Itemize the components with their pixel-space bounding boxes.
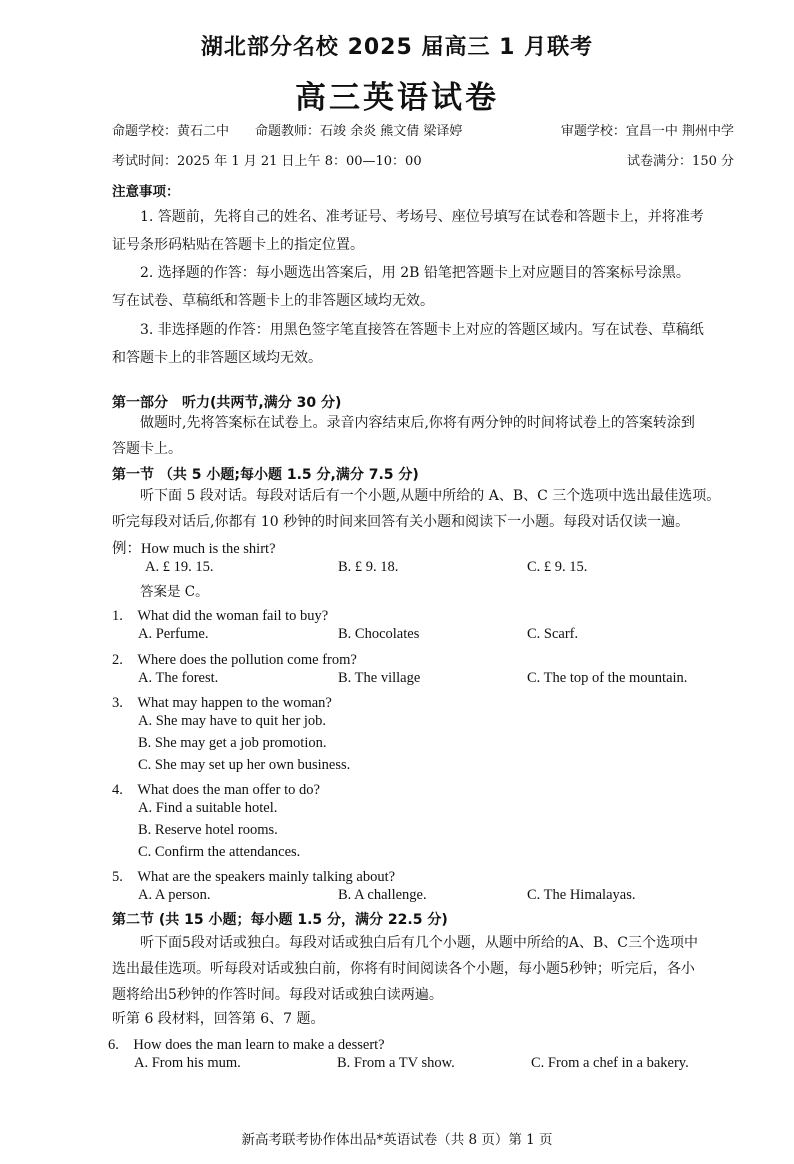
part1-intro: 做题时,先将答案标在试卷上。录音内容结束后,你将有两分钟的时间将试卷上的答案转涂到 bbox=[140, 415, 695, 431]
section2-instructions-cont: 选出最佳选项。听每段对话或独白前，你将有时间阅读各个小题，每小题5秒钟；听完后，各小 bbox=[112, 961, 695, 977]
question-5-option-b: B. A challenge. bbox=[338, 887, 427, 903]
question-5-option-c: C. The Himalayas. bbox=[527, 887, 636, 903]
question-3: 3. What may happen to the woman? bbox=[112, 695, 332, 711]
full-score: 试卷满分：150 分 bbox=[627, 154, 734, 169]
question-3-option-a: A. She may have to quit her job. bbox=[138, 713, 327, 729]
question-1: 1. What did the woman fail to buy? bbox=[112, 608, 329, 624]
example-option-a: A. £ 19. 15. bbox=[145, 559, 214, 575]
question-1-option-c: C. Scarf. bbox=[527, 626, 579, 642]
question-4-option-c: C. Confirm the attendances. bbox=[138, 844, 301, 860]
question-6-option-b: B. From a TV show. bbox=[337, 1055, 455, 1071]
example-question: 例：How much is the shirt? bbox=[112, 541, 276, 557]
question-6-option-c: C. From a chef in a bakery. bbox=[531, 1055, 689, 1071]
exam-title: 湖北部分名校 2025 届高三 1 月联考 bbox=[200, 35, 594, 60]
question-5-option-a: A. A person. bbox=[138, 887, 211, 903]
question-1-option-b: B. Chocolates bbox=[338, 626, 420, 642]
question-2: 2. Where does the pollution come from? bbox=[112, 652, 357, 668]
question-2-option-a: A. The forest. bbox=[138, 670, 219, 686]
question-2-option-b: B. The village bbox=[338, 670, 421, 686]
notes-item-1 bbox=[112, 203, 740, 231]
notes-item-1-line1: 1. 答题前，先将自己的姓名、准考证号、考场号、座位号填写在试卷和答题卡上，并将准考 bbox=[140, 209, 704, 225]
section2-instructions-cont2: 题将给出5秒钟的作答时间。每段对话或独白读两遍。 bbox=[112, 987, 443, 1003]
notes-item-3-cont: 和答题卡上的非答题区域均无效。 bbox=[112, 350, 322, 366]
part1-intro-cont: 答题卡上。 bbox=[112, 441, 182, 457]
material-6-label: 听第 6 段材料，回答第 6、7 题。 bbox=[112, 1011, 325, 1027]
question-4: 4. What does the man offer to do? bbox=[112, 782, 320, 798]
example-option-b: B. £ 9. 18. bbox=[338, 559, 399, 575]
section2-instructions: 听下面5段对话或独白。每段对话或独白后有几个小题，从题中所给的A、B、C三个选项中 bbox=[140, 935, 699, 951]
question-3-option-c: C. She may set up her own business. bbox=[138, 757, 351, 773]
reviewer-line: 审题学校：宜昌一中 荆州中学 bbox=[560, 124, 734, 139]
exam-time: 考试时间：2025 年 1 月 21 日上午 8：00—10：00 bbox=[112, 154, 422, 169]
question-4-option-a: A. Find a suitable hotel. bbox=[138, 800, 278, 816]
example-answer: 答案是 C。 bbox=[140, 584, 209, 600]
example-option-c: C. £ 9. 15. bbox=[527, 559, 588, 575]
notes-item-1-cont: 证号条形码粘贴在答题卡上的指定位置。 bbox=[112, 237, 364, 253]
notes-heading: 注意事项： bbox=[112, 184, 180, 200]
exam-subtitle: 高三英语试卷 bbox=[295, 80, 499, 116]
setters-line: 命题学校：黄石二中 命题教师：石竣 余炎 熊文倩 梁译婷 bbox=[112, 124, 463, 139]
section1-instructions: 听下面 5 段对话。每段对话后有一个小题,从题中所给的 A、B、C 三个选项中选出最佳选项。 bbox=[140, 488, 721, 504]
notes-item-2-cont: 写在试卷、草稿纸和答题卡上的非答题区域均无效。 bbox=[112, 293, 434, 309]
question-3-option-b: B. She may get a job promotion. bbox=[138, 735, 327, 751]
section1-instructions-cont: 听完每段对话后,你都有 10 秒钟的时间来回答有关小题和阅读下一小题。每段对话仅读一遍。 bbox=[112, 514, 690, 530]
section2-heading: 第二节 (共 15 小题；每小题 1.5 分，满分 22.5 分) bbox=[112, 912, 448, 928]
question-5: 5. What are the speakers mainly talking about? bbox=[112, 869, 396, 885]
notes-item-2: 2. 选择题的作答：每小题选出答案后，用 2B 铅笔把答题卡上对应题目的答案标号涂黑。 bbox=[140, 265, 690, 281]
question-2-option-c: C. The top of the mountain. bbox=[527, 670, 688, 686]
question-4-option-b: B. Reserve hotel rooms. bbox=[138, 822, 278, 838]
question-6-option-a: A. From his mum. bbox=[134, 1055, 241, 1071]
question-1-option-a: A. Perfume. bbox=[138, 626, 209, 642]
section1-heading: 第一节 （共 5 小题;每小题 1.5 分,满分 7.5 分) bbox=[112, 467, 419, 483]
page-footer: 新高考联考协作体出品*英语试卷（共 8 页）第 1 页 bbox=[241, 1132, 553, 1148]
question-6: 6. How does the man learn to make a dessert? bbox=[108, 1037, 385, 1053]
part1-heading: 第一部分 听力(共两节,满分 30 分) bbox=[112, 395, 342, 411]
notes-item-3: 3. 非选择题的作答：用黑色签字笔直接答在答题卡上对应的答题区域内。写在试卷、草稿纸 bbox=[140, 322, 704, 338]
